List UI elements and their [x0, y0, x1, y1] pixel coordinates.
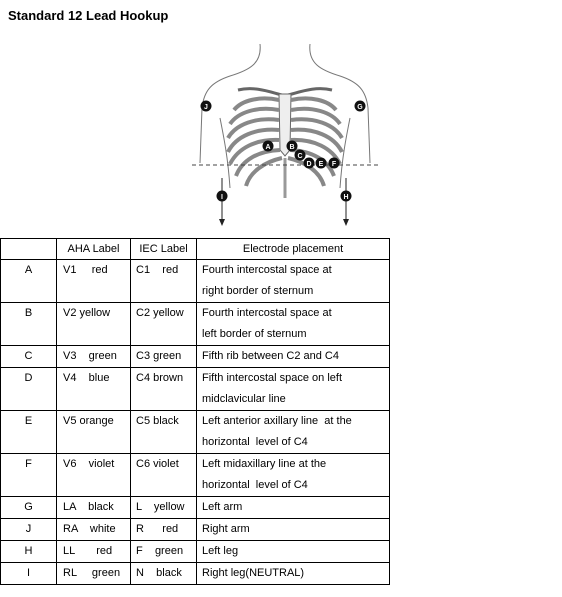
iec-label: N black [131, 563, 197, 585]
svg-text:C: C [297, 153, 303, 160]
aha-label: LA black [57, 497, 131, 519]
table-row [1, 497, 390, 519]
placement-line: Left anterior axillary line at the [202, 415, 352, 427]
iec-label: F green [131, 541, 197, 563]
marker-f [329, 158, 340, 169]
aha-label: V1 red [57, 260, 131, 303]
marker-c [295, 150, 306, 161]
table-row [1, 346, 390, 368]
electrode-placement [197, 411, 390, 454]
placement-line: Right arm [202, 523, 250, 535]
table-body [1, 260, 390, 585]
table-row [1, 541, 390, 563]
lead-id: I [1, 563, 57, 585]
aha-label: V6 violet [57, 454, 131, 497]
table-row [1, 563, 390, 585]
marker-i [217, 191, 228, 202]
lead-id: E [1, 411, 57, 454]
table-row [1, 519, 390, 541]
svg-text:A: A [265, 144, 271, 151]
lead-id: H [1, 541, 57, 563]
lead-id: F [1, 454, 57, 497]
iec-label: C6 violet [131, 454, 197, 497]
electrode-placement [197, 260, 390, 303]
lead-id: A [1, 260, 57, 303]
placement-line: Fifth intercostal space on left [202, 372, 343, 384]
table-header-row [1, 239, 390, 260]
lead-id: C [1, 346, 57, 368]
aha-label: V2 yellow [57, 303, 131, 346]
table-row [1, 454, 390, 497]
table-row [1, 260, 390, 303]
svg-text:D: D [306, 161, 312, 168]
electrode-placement [197, 541, 390, 563]
header-placement: Electrode placement [197, 239, 390, 260]
marker-a [263, 141, 274, 152]
header-aha: AHA Label [57, 239, 131, 260]
aha-label: RL green [57, 563, 131, 585]
iec-label: C1 red [131, 260, 197, 303]
aha-label: LL red [57, 541, 131, 563]
placement-line: horizontal level of C4 [202, 436, 308, 448]
placement-line: left border of sternum [202, 328, 307, 340]
iec-label: C3 green [131, 346, 197, 368]
electrode-placement [197, 368, 390, 411]
placement-line: Fourth intercostal space at [202, 307, 332, 319]
header-iec: IEC Label [131, 239, 197, 260]
svg-text:E: E [318, 161, 324, 168]
aha-label: V3 green [57, 346, 131, 368]
lead-id: J [1, 519, 57, 541]
placement-line: Left leg [202, 545, 239, 557]
iec-label: C5 black [131, 411, 197, 454]
placement-line: midclavicular line [202, 393, 286, 405]
placement-line: Right leg(NEUTRAL) [202, 567, 305, 579]
electrode-placement [197, 563, 390, 585]
svg-text:J: J [204, 104, 208, 111]
svg-text:F: F [331, 161, 337, 168]
svg-text:G: G [357, 104, 363, 111]
marker-d [304, 158, 315, 169]
svg-text:H: H [343, 194, 349, 201]
header-id [1, 239, 57, 260]
aha-label: V5 orange [57, 411, 131, 454]
electrode-placement [197, 454, 390, 497]
lead-table [0, 238, 390, 585]
chest-lead-diagram [190, 38, 380, 228]
placement-line: Left midaxillary line at the [202, 458, 327, 470]
placement-line: Fifth rib between C2 and C4 [202, 350, 339, 362]
lead-id: B [1, 303, 57, 346]
placement-line: horizontal level of C4 [202, 479, 308, 491]
marker-b [287, 141, 298, 152]
lead-id: D [1, 368, 57, 411]
electrode-placement [197, 497, 390, 519]
iec-label: C4 brown [131, 368, 197, 411]
electrode-placement [197, 303, 390, 346]
iec-label: C2 yellow [131, 303, 197, 346]
lead-id: G [1, 497, 57, 519]
iec-label: R red [131, 519, 197, 541]
iec-label: L yellow [131, 497, 197, 519]
marker-h [341, 191, 352, 202]
marker-e [316, 158, 327, 169]
electrode-placement [197, 346, 390, 368]
table-row [1, 411, 390, 454]
electrode-placement [197, 519, 390, 541]
aha-label: RA white [57, 519, 131, 541]
svg-text:I: I [221, 194, 223, 201]
placement-line: Fourth intercostal space at [202, 264, 332, 276]
placement-line: right border of sternum [202, 285, 314, 297]
page-title: Standard 12 Lead Hookup [8, 8, 169, 23]
aha-label: V4 blue [57, 368, 131, 411]
table-row [1, 368, 390, 411]
placement-line: Left arm [202, 501, 243, 513]
table-row [1, 303, 390, 346]
svg-text:B: B [289, 144, 295, 151]
marker-g [355, 101, 366, 112]
marker-j [201, 101, 212, 112]
